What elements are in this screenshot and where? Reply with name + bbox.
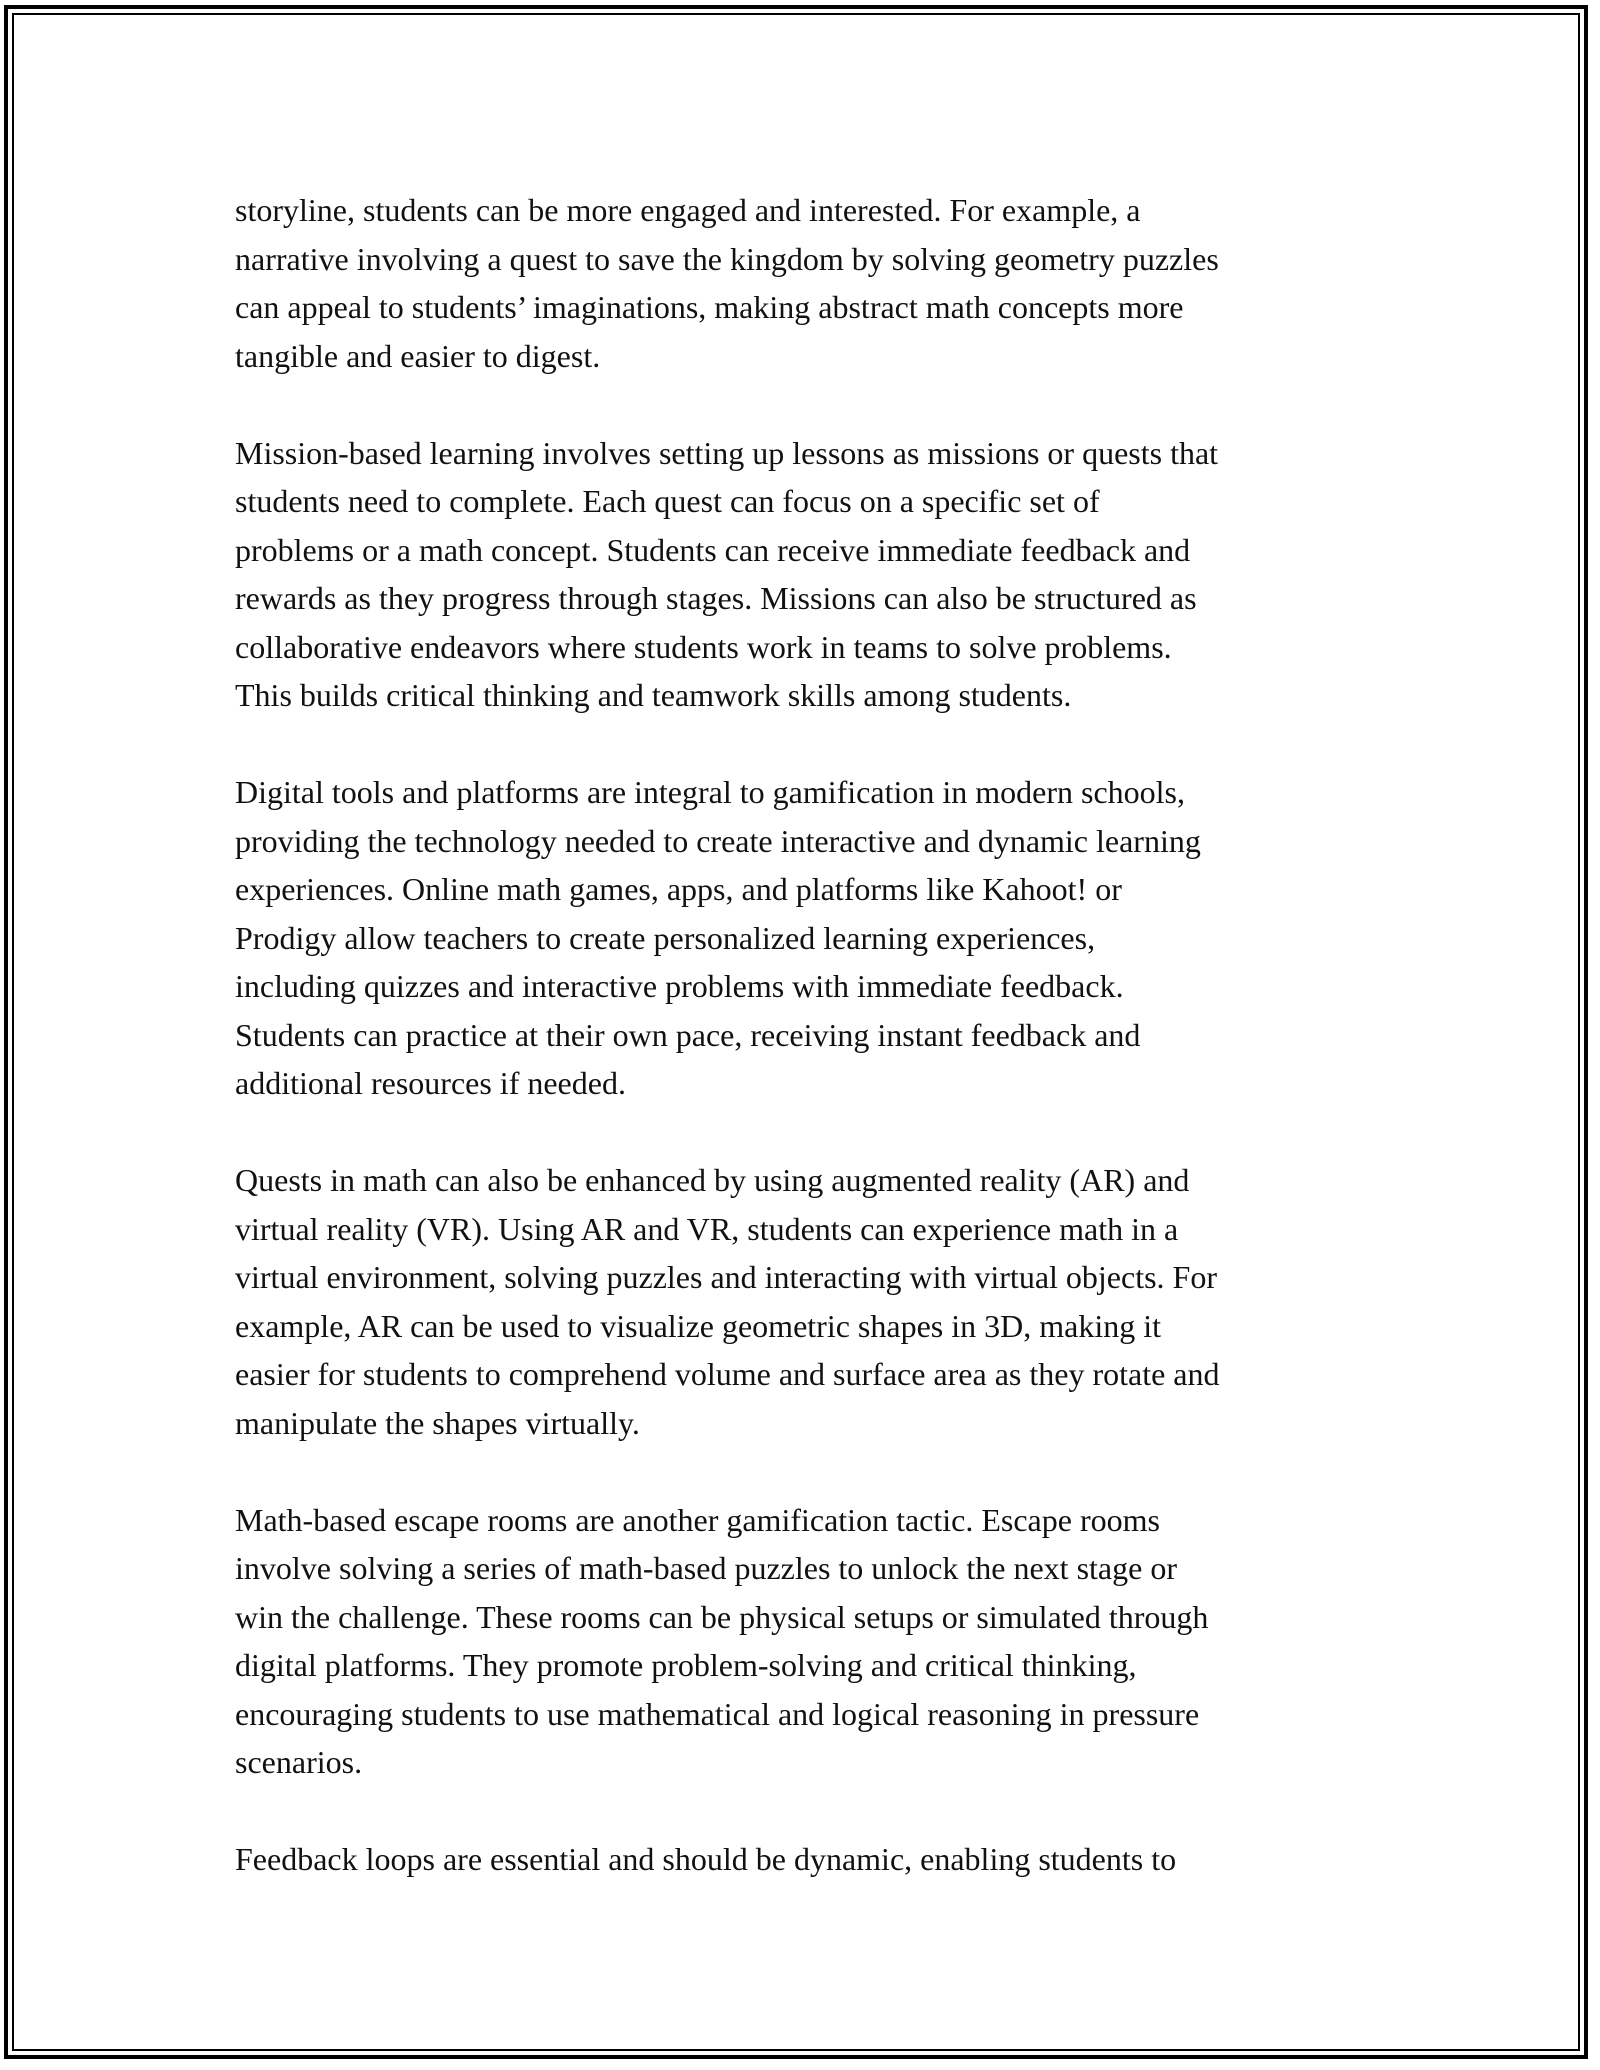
text-line: providing the technology needed to create interactive and dynamic learning bbox=[235, 822, 1201, 859]
paragraph-3 bbox=[235, 768, 1380, 1108]
text-line: collaborative endeavors where students work in teams to solve problems. bbox=[235, 628, 1172, 665]
text-line: manipulate the shapes virtually. bbox=[235, 1404, 640, 1441]
text-line: storyline, students can be more engaged and interested. For example, a bbox=[235, 192, 1141, 228]
paragraph-5 bbox=[235, 1496, 1380, 1787]
paragraph-1 bbox=[235, 186, 1380, 380]
paragraph-2 bbox=[235, 429, 1380, 720]
text-line: including quizzes and interactive problems with immediate feedback. bbox=[235, 968, 1124, 1004]
text-line: Math-based escape rooms are another gamification tactic. Escape rooms bbox=[235, 1501, 1160, 1538]
paragraph-4 bbox=[235, 1156, 1380, 1447]
text-line: can appeal to students’ imaginations, making abstract math concepts more bbox=[235, 289, 1184, 325]
text-line: This builds critical thinking and teamwork skills among students. bbox=[235, 677, 1072, 713]
text-line: digital platforms. They promote problem-solving and critical thinking, bbox=[235, 1647, 1137, 1683]
text-line: virtual environment, solving puzzles and interacting with virtual objects. For bbox=[235, 1259, 1217, 1295]
text-line: Mission-based learning involves setting up lessons as missions or quests that bbox=[235, 434, 1219, 471]
text-line: encouraging students to use mathematical and logical reasoning in pressure bbox=[235, 1695, 1200, 1732]
text-line: involve solving a series of math-based puzzles to unlock the next stage or bbox=[235, 1550, 1177, 1586]
text-line: example, AR can be used to visualize geometric shapes in 3D, making it bbox=[235, 1307, 1161, 1344]
text-line: win the challenge. These rooms can be physical setups or simulated through bbox=[235, 1598, 1209, 1635]
text-line: virtual reality (VR). Using AR and VR, students can experience math in a bbox=[235, 1210, 1179, 1247]
text-line: additional resources if needed. bbox=[235, 1065, 626, 1101]
text-line: Students can practice at their own pace, receiving instant feedback and bbox=[235, 1016, 1141, 1053]
text-line: experiences. Online math games, apps, and platforms like Kahoot! or bbox=[235, 871, 1122, 907]
text-line: problems or a math concept. Students can receive immediate feedback and bbox=[235, 531, 1191, 568]
text-line: Prodigy allow teachers to create personalized learning experiences, bbox=[235, 919, 1096, 956]
text-line: tangible and easier to digest. bbox=[235, 337, 601, 374]
paragraph-6 bbox=[235, 1835, 1380, 1884]
text-line: easier for students to comprehend volume and surface area as they rotate and bbox=[235, 1356, 1220, 1392]
text-line: Feedback loops are essential and should be dynamic, enabling students to bbox=[235, 1841, 1177, 1877]
document-body bbox=[235, 186, 1380, 1932]
text-line: Digital tools and platforms are integral to gamification in modern schools, bbox=[235, 774, 1185, 810]
text-line: rewards as they progress through stages. Missions can also be structured as bbox=[235, 580, 1197, 616]
text-line: students need to complete. Each quest can focus on a specific set of bbox=[235, 483, 1100, 519]
text-line: scenarios. bbox=[235, 1744, 363, 1780]
text-line: Quests in math can also be enhanced by using augmented reality (AR) and bbox=[235, 1162, 1190, 1198]
text-line: narrative involving a quest to save the kingdom by solving geometry puzzles bbox=[235, 240, 1219, 277]
